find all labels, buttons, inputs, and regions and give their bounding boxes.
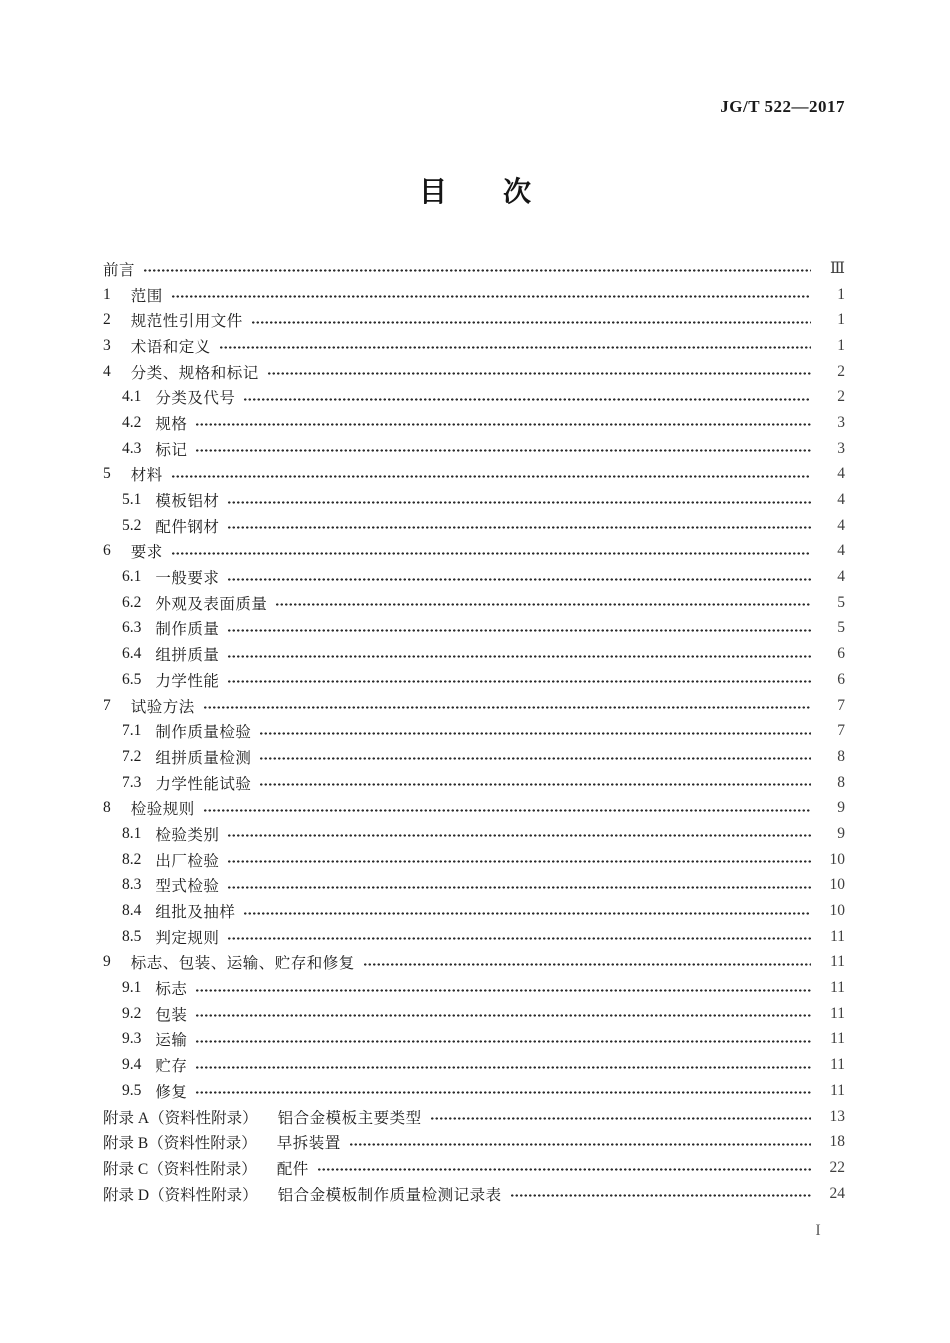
- toc-leader-dots: [267, 372, 811, 375]
- toc-leader-dots: [171, 475, 811, 478]
- toc-entry-label: 一般要求: [155, 570, 220, 588]
- toc-entry: [103, 487, 845, 513]
- toc-entry-page: 1: [837, 311, 845, 329]
- footer-page-number: I: [815, 1222, 821, 1239]
- toc-entry: [103, 1078, 845, 1104]
- toc-leader-dots: [251, 321, 811, 324]
- toc-leader-dots: [203, 809, 811, 812]
- toc-entry-page: 7: [837, 696, 845, 714]
- toc-entry: [103, 256, 845, 282]
- toc-entry-number: 5.2: [122, 516, 142, 534]
- toc-entry: [103, 1181, 845, 1207]
- toc-leader-dots: [195, 989, 811, 992]
- toc-entry-label: 制作质量检验: [155, 724, 252, 742]
- toc-entry: [103, 410, 845, 436]
- toc-leader-dots: [227, 886, 811, 889]
- toc-entry-label: 配件: [276, 1160, 309, 1178]
- toc-entry-page: 11: [830, 927, 845, 945]
- toc-entry-number: 8: [103, 799, 111, 817]
- toc-entry: [103, 795, 845, 821]
- toc-entry-label: 试验方法: [130, 698, 195, 716]
- toc-entry-label: 要求: [130, 544, 163, 562]
- toc-entry-number: 附录 D（资料性附录）: [103, 1186, 258, 1204]
- toc-entry: [103, 770, 845, 796]
- toc-entry: [103, 307, 845, 333]
- toc-entry: [103, 641, 845, 667]
- toc-entry-label: 检验类别: [155, 826, 220, 844]
- toc-entry-page: 22: [829, 1158, 845, 1176]
- toc-leader-dots: [171, 295, 811, 298]
- toc-entry-number: 6: [103, 542, 111, 560]
- toc-entry-page: 8: [837, 747, 845, 765]
- toc-entry-label: 标志: [155, 981, 188, 999]
- toc-entry-page: 1: [837, 285, 845, 303]
- toc-entry: [103, 590, 845, 616]
- toc-leader-dots: [349, 1143, 811, 1146]
- toc-leader-dots: [227, 860, 811, 863]
- toc-entry-number: 9.3: [122, 1030, 142, 1048]
- toc-entry: [103, 1155, 845, 1181]
- toc-entry-label: 出厂检验: [155, 852, 220, 870]
- toc-entry: [103, 616, 845, 642]
- toc-entry-number: 5.1: [122, 491, 142, 509]
- toc-leader-dots: [195, 1091, 811, 1094]
- toc-entry-number: 7.2: [122, 747, 142, 765]
- toc-entry-page: 6: [837, 645, 845, 663]
- toc-entry-number: 6.5: [122, 670, 142, 688]
- toc-leader-dots: [227, 501, 811, 504]
- toc-entry-page: 6: [837, 670, 845, 688]
- toc-entry: [103, 436, 845, 462]
- toc-entry-page: 4: [837, 516, 845, 534]
- toc-leader-dots: [227, 680, 811, 683]
- toc-leader-dots: [143, 269, 811, 272]
- toc-leader-dots: [317, 1168, 811, 1171]
- toc-entry: [103, 539, 845, 565]
- toc-entry-label: 检验规则: [130, 801, 195, 819]
- toc-entry: [103, 282, 845, 308]
- toc-entry-number: 3: [103, 336, 111, 354]
- toc-leader-dots: [195, 423, 811, 426]
- toc-entry-label: 分类及代号: [155, 390, 236, 408]
- toc-entry: [103, 384, 845, 410]
- toc-entry-number: 附录 B（资料性附录）: [103, 1135, 257, 1153]
- toc-entry-number: 2: [103, 311, 111, 329]
- toc-entry-number: 8.4: [122, 902, 142, 920]
- toc-entry-number: 7.1: [122, 722, 142, 740]
- toc-leader-dots: [227, 629, 811, 632]
- toc-entry-label: 配件钢材: [155, 518, 220, 536]
- toc-entry-page: 4: [837, 465, 845, 483]
- toc-entry-label: 规范性引用文件: [130, 313, 243, 331]
- toc-entry-page: 24: [829, 1184, 845, 1202]
- toc-entry: [103, 847, 845, 873]
- toc-entry-page: 9: [837, 799, 845, 817]
- toc-entry: [103, 462, 845, 488]
- toc-entry-page: 4: [837, 568, 845, 586]
- toc-entry-number: 9: [103, 953, 111, 971]
- toc-entry-number: 8.3: [122, 876, 142, 894]
- toc-entry-label: 外观及表面质量: [155, 595, 268, 613]
- toc-entry-page: 4: [837, 491, 845, 509]
- toc-entry-number: 4.3: [122, 439, 142, 457]
- toc-entry-page: 11: [830, 1004, 845, 1022]
- toc-entry-page: 3: [837, 439, 845, 457]
- toc-entry-label: 组拼质量: [155, 647, 220, 665]
- toc-entry-label: 标志、包装、运输、贮存和修复: [130, 955, 355, 973]
- toc-entry-page: 10: [829, 876, 845, 894]
- toc-entry-number: 4: [103, 362, 111, 380]
- document-code: JG/T 522—2017: [720, 97, 845, 116]
- toc-entry: [103, 873, 845, 899]
- toc-list: [103, 256, 845, 1206]
- toc-leader-dots: [430, 1117, 811, 1120]
- toc-leader-dots: [195, 1040, 811, 1043]
- toc-entry-page: 9: [837, 824, 845, 842]
- toc-entry-label: 标记: [155, 441, 188, 459]
- toc-entry: [103, 744, 845, 770]
- toc-entry-label: 制作质量: [155, 621, 220, 639]
- toc-entry-page: 11: [830, 979, 845, 997]
- toc-entry-label: 力学性能试验: [155, 775, 252, 793]
- toc-entry-number: 6.2: [122, 593, 142, 611]
- toc-entry: [103, 564, 845, 590]
- toc-leader-dots: [259, 757, 811, 760]
- toc-entry-number: 附录 C（资料性附录）: [103, 1160, 257, 1178]
- toc-entry-label: 前言: [103, 261, 136, 279]
- toc-entry-page: 13: [829, 1107, 845, 1125]
- toc-entry-label: 模板铝材: [155, 493, 220, 511]
- toc-entry-number: 9.2: [122, 1004, 142, 1022]
- toc-entry-page: 10: [829, 902, 845, 920]
- toc-entry-label: 组拼质量检测: [155, 749, 252, 767]
- toc-entry: [103, 1104, 845, 1130]
- toc-entry-page: 7: [837, 722, 845, 740]
- toc-entry: [103, 1052, 845, 1078]
- toc-entry-label: 分类、规格和标记: [130, 364, 259, 382]
- toc-entry: [103, 333, 845, 359]
- toc-entry-page: 18: [829, 1133, 845, 1151]
- toc-entry: [103, 898, 845, 924]
- toc-entry-label: 组批及抽样: [155, 904, 236, 922]
- toc-leader-dots: [259, 732, 811, 735]
- toc-entry: [103, 1129, 845, 1155]
- toc-leader-dots: [203, 706, 811, 709]
- toc-entry-number: 6.3: [122, 619, 142, 637]
- toc-title: 目 次: [418, 176, 531, 207]
- toc-entry-page: 3: [837, 413, 845, 431]
- toc-entry-page: 11: [830, 1030, 845, 1048]
- toc-entry-number: 8.5: [122, 927, 142, 945]
- toc-entry: [103, 667, 845, 693]
- toc-entry-number: 5: [103, 465, 111, 483]
- toc-leader-dots: [243, 912, 811, 915]
- toc-leader-dots: [275, 603, 811, 606]
- toc-entry-number: 7.3: [122, 773, 142, 791]
- toc-leader-dots: [243, 398, 811, 401]
- toc-entry-label: 判定规则: [155, 929, 220, 947]
- toc-entry-number: 8.1: [122, 824, 142, 842]
- toc-entry-page: 1: [837, 336, 845, 354]
- toc-leader-dots: [363, 963, 811, 966]
- toc-entry-label: 材料: [130, 467, 163, 485]
- toc-leader-dots: [227, 834, 811, 837]
- toc-entry-number: 9.4: [122, 1056, 142, 1074]
- toc-leader-dots: [259, 783, 811, 786]
- toc-leader-dots: [510, 1194, 811, 1197]
- toc-entry-page: 5: [837, 593, 845, 611]
- toc-entry-number: 6.4: [122, 645, 142, 663]
- toc-entry-label: 规格: [155, 415, 188, 433]
- toc-entry-label: 运输: [155, 1032, 188, 1050]
- toc-leader-dots: [227, 578, 811, 581]
- toc-entry-number: 7: [103, 696, 111, 714]
- toc-entry-page: 10: [829, 850, 845, 868]
- toc-entry: [103, 924, 845, 950]
- toc-entry-number: 1: [103, 285, 111, 303]
- toc-entry: [103, 975, 845, 1001]
- toc-entry-page: 11: [830, 1081, 845, 1099]
- toc-leader-dots: [195, 449, 811, 452]
- toc-entry-number: 9.1: [122, 979, 142, 997]
- toc-entry-page: 2: [837, 388, 845, 406]
- toc-entry-label: 范围: [130, 287, 163, 305]
- toc-entry-number: 4.2: [122, 413, 142, 431]
- toc-entry-label: 贮存: [155, 1058, 188, 1076]
- toc-leader-dots: [227, 937, 811, 940]
- toc-entry: [103, 950, 845, 976]
- toc-entry-number: 8.2: [122, 850, 142, 868]
- toc-leader-dots: [195, 1066, 811, 1069]
- toc-entry-label: 术语和定义: [130, 338, 211, 356]
- toc-entry: [103, 693, 845, 719]
- toc-entry: [103, 821, 845, 847]
- toc-leader-dots: [171, 552, 811, 555]
- toc-entry-page: 11: [830, 1056, 845, 1074]
- toc-entry-number: 9.5: [122, 1081, 142, 1099]
- toc-entry-label: 铝合金模板制作质量检测记录表: [277, 1186, 502, 1204]
- toc-entry-page: 4: [837, 542, 845, 560]
- toc-entry-label: 铝合金模板主要类型: [277, 1109, 422, 1127]
- toc-leader-dots: [227, 526, 811, 529]
- toc-entry-page: 5: [837, 619, 845, 637]
- toc-entry-page: Ⅲ: [830, 260, 845, 278]
- toc-leader-dots: [195, 1014, 811, 1017]
- toc-entry: [103, 513, 845, 539]
- toc-entry-label: 修复: [155, 1083, 188, 1101]
- toc-entry-page: 8: [837, 773, 845, 791]
- toc-entry-number: 4.1: [122, 388, 142, 406]
- toc-leader-dots: [227, 655, 811, 658]
- toc-entry-page: 2: [837, 362, 845, 380]
- toc-entry-label: 型式检验: [155, 878, 220, 896]
- toc-entry: [103, 359, 845, 385]
- toc-entry-label: 早拆装置: [276, 1135, 341, 1153]
- toc-entry-label: 包装: [155, 1006, 188, 1024]
- toc-entry: [103, 718, 845, 744]
- toc-entry: [103, 1001, 845, 1027]
- toc-leader-dots: [219, 346, 811, 349]
- toc-entry-number: 6.1: [122, 568, 142, 586]
- toc-entry-label: 力学性能: [155, 672, 220, 690]
- toc-entry-page: 11: [830, 953, 845, 971]
- toc-entry-number: 附录 A（资料性附录）: [103, 1109, 258, 1127]
- toc-entry: [103, 1027, 845, 1053]
